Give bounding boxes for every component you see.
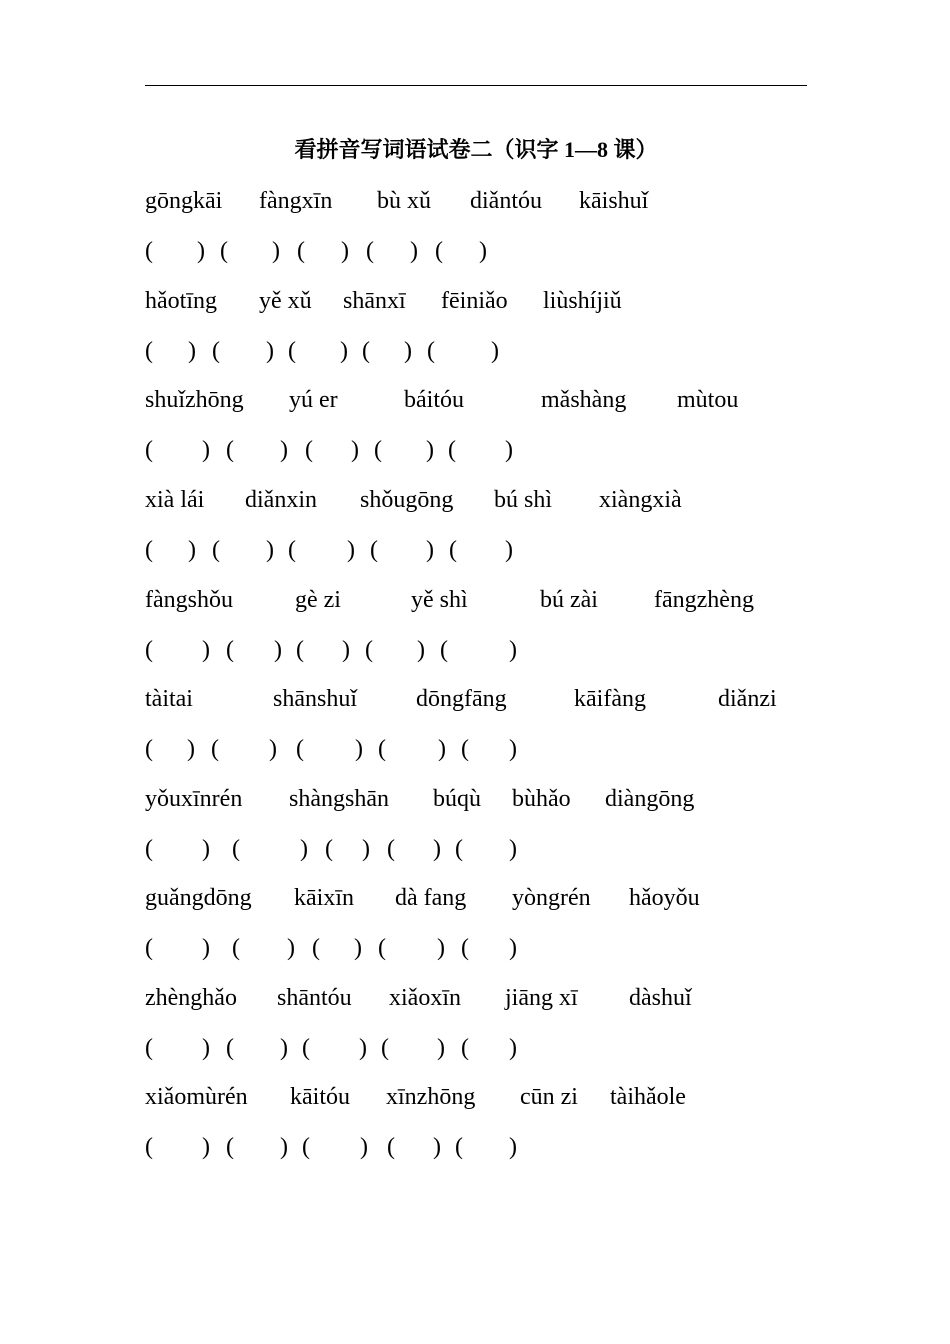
open-paren: ( (374, 437, 382, 463)
open-paren: ( (211, 736, 219, 762)
open-paren: ( (312, 935, 320, 961)
close-paren: ) (202, 437, 210, 463)
close-paren: ) (274, 637, 282, 663)
open-paren: ( (305, 437, 313, 463)
open-paren: ( (145, 1035, 153, 1061)
open-paren: ( (449, 537, 457, 563)
answer-row (145, 632, 565, 668)
open-paren: ( (226, 637, 234, 663)
pinyin-word: shuǐzhōng (145, 387, 244, 413)
answer-row (145, 233, 565, 269)
open-paren: ( (212, 338, 220, 364)
pinyin-word: yě shì (411, 587, 468, 613)
close-paren: ) (202, 1035, 210, 1061)
pinyin-word: kāixīn (294, 885, 354, 911)
open-paren: ( (145, 637, 153, 663)
pinyin-row (145, 283, 815, 319)
close-paren: ) (433, 836, 441, 862)
pinyin-word: bú zài (540, 587, 598, 613)
pinyin-row (145, 482, 815, 518)
close-paren: ) (438, 736, 446, 762)
close-paren: ) (433, 1134, 441, 1160)
pinyin-word: mùtou (677, 387, 739, 413)
open-paren: ( (232, 836, 240, 862)
answer-row (145, 432, 565, 468)
pinyin-word: yòngrén (512, 885, 591, 911)
pinyin-word: báitóu (404, 387, 464, 413)
open-paren: ( (145, 238, 153, 264)
open-paren: ( (226, 1035, 234, 1061)
open-paren: ( (232, 935, 240, 961)
close-paren: ) (509, 935, 517, 961)
pinyin-word: xīnzhōng (386, 1084, 476, 1110)
open-paren: ( (387, 836, 395, 862)
pinyin-word: diǎnzi (718, 686, 777, 712)
pinyin-word: fēiniǎo (441, 288, 508, 314)
open-paren: ( (378, 736, 386, 762)
close-paren: ) (202, 836, 210, 862)
pinyin-word: diǎntóu (470, 188, 542, 214)
pinyin-word: xiǎoxīn (389, 985, 461, 1011)
close-paren: ) (404, 338, 412, 364)
pinyin-word: fàngshǒu (145, 587, 233, 613)
close-paren: ) (188, 537, 196, 563)
close-paren: ) (280, 1035, 288, 1061)
open-paren: ( (145, 537, 153, 563)
close-paren: ) (426, 537, 434, 563)
pinyin-word: shānxī (343, 288, 406, 314)
close-paren: ) (340, 338, 348, 364)
open-paren: ( (448, 437, 456, 463)
pinyin-word: liùshíjiǔ (543, 288, 622, 314)
answer-row (145, 1030, 565, 1066)
pinyin-word: yǒuxīnrén (145, 786, 243, 812)
pinyin-word: guǎngdōng (145, 885, 252, 911)
answer-row (145, 731, 565, 767)
pinyin-word: dàshuǐ (629, 985, 692, 1011)
open-paren: ( (212, 537, 220, 563)
close-paren: ) (341, 238, 349, 264)
open-paren: ( (145, 736, 153, 762)
pinyin-row (145, 980, 815, 1016)
close-paren: ) (505, 437, 513, 463)
pinyin-word: kāitóu (290, 1084, 350, 1110)
open-paren: ( (296, 736, 304, 762)
answer-row (145, 1129, 565, 1165)
pinyin-word: kāifàng (574, 686, 646, 712)
close-paren: ) (410, 238, 418, 264)
open-paren: ( (145, 437, 153, 463)
pinyin-row (145, 781, 815, 817)
pinyin-row (145, 681, 815, 717)
open-paren: ( (455, 1134, 463, 1160)
open-paren: ( (325, 836, 333, 862)
close-paren: ) (197, 238, 205, 264)
close-paren: ) (202, 935, 210, 961)
pinyin-word: bù xǔ (377, 188, 431, 214)
pinyin-word: dà fang (395, 885, 467, 911)
close-paren: ) (479, 238, 487, 264)
pinyin-word: shāntóu (277, 985, 352, 1011)
pinyin-word: shàngshān (289, 786, 389, 812)
close-paren: ) (362, 836, 370, 862)
open-paren: ( (226, 1134, 234, 1160)
open-paren: ( (145, 338, 153, 364)
close-paren: ) (347, 537, 355, 563)
open-paren: ( (387, 1134, 395, 1160)
close-paren: ) (491, 338, 499, 364)
open-paren: ( (288, 338, 296, 364)
pinyin-word: xiàngxià (599, 487, 682, 513)
pinyin-word: xià lái (145, 487, 205, 513)
close-paren: ) (354, 935, 362, 961)
close-paren: ) (266, 537, 274, 563)
pinyin-word: shānshuǐ (273, 686, 357, 712)
close-paren: ) (426, 437, 434, 463)
pinyin-word: gè zi (295, 587, 341, 613)
close-paren: ) (202, 1134, 210, 1160)
open-paren: ( (145, 1134, 153, 1160)
open-paren: ( (288, 537, 296, 563)
open-paren: ( (302, 1035, 310, 1061)
pinyin-word: bùhǎo (512, 786, 571, 812)
close-paren: ) (509, 836, 517, 862)
pinyin-word: hǎotīng (145, 288, 217, 314)
pinyin-row (145, 1079, 815, 1115)
pinyin-word: mǎshàng (541, 387, 627, 413)
answer-row (145, 333, 565, 369)
pinyin-word: yě xǔ (259, 288, 312, 314)
open-paren: ( (297, 238, 305, 264)
pinyin-row (145, 582, 815, 618)
close-paren: ) (509, 1035, 517, 1061)
open-paren: ( (145, 836, 153, 862)
pinyin-word: fāngzhèng (654, 587, 754, 613)
open-paren: ( (366, 238, 374, 264)
pinyin-word: jiāng xī (505, 985, 578, 1011)
close-paren: ) (300, 836, 308, 862)
close-paren: ) (188, 338, 196, 364)
pinyin-word: gōngkāi (145, 188, 223, 214)
open-paren: ( (435, 238, 443, 264)
close-paren: ) (505, 537, 513, 563)
pinyin-word: diǎnxin (245, 487, 317, 513)
pinyin-word: tàihǎole (610, 1084, 686, 1110)
open-paren: ( (226, 437, 234, 463)
pinyin-word: kāishuǐ (579, 188, 649, 214)
pinyin-word: shǒugōng (360, 487, 454, 513)
pinyin-row (145, 382, 815, 418)
close-paren: ) (266, 338, 274, 364)
close-paren: ) (351, 437, 359, 463)
close-paren: ) (437, 935, 445, 961)
close-paren: ) (269, 736, 277, 762)
open-paren: ( (381, 1035, 389, 1061)
open-paren: ( (296, 637, 304, 663)
open-paren: ( (362, 338, 370, 364)
close-paren: ) (509, 637, 517, 663)
close-paren: ) (272, 238, 280, 264)
pinyin-row (145, 880, 815, 916)
close-paren: ) (417, 637, 425, 663)
pinyin-word: tàitai (145, 686, 193, 712)
close-paren: ) (360, 1134, 368, 1160)
top-rule (145, 85, 807, 86)
close-paren: ) (509, 1134, 517, 1160)
open-paren: ( (461, 1035, 469, 1061)
open-paren: ( (461, 935, 469, 961)
answer-row (145, 831, 565, 867)
close-paren: ) (187, 736, 195, 762)
close-paren: ) (437, 1035, 445, 1061)
answer-row (145, 930, 565, 966)
close-paren: ) (509, 736, 517, 762)
pinyin-word: dōngfāng (416, 686, 507, 712)
open-paren: ( (440, 637, 448, 663)
pinyin-word: cūn zi (520, 1084, 578, 1110)
open-paren: ( (370, 537, 378, 563)
pinyin-word: yú er (289, 387, 338, 413)
close-paren: ) (202, 637, 210, 663)
pinyin-row (145, 183, 815, 219)
open-paren: ( (220, 238, 228, 264)
close-paren: ) (355, 736, 363, 762)
pinyin-word: fàngxīn (259, 188, 333, 214)
page-title: 看拼音写词语试卷二（识字 1—8 课） (294, 137, 658, 162)
answer-row (145, 532, 565, 568)
pinyin-word: xiǎomùrén (145, 1084, 248, 1110)
open-paren: ( (365, 637, 373, 663)
close-paren: ) (342, 637, 350, 663)
pinyin-word: bú shì (494, 487, 553, 513)
open-paren: ( (455, 836, 463, 862)
pinyin-word: diàngōng (605, 786, 695, 812)
pinyin-word: búqù (433, 786, 481, 812)
open-paren: ( (302, 1134, 310, 1160)
pinyin-word: hǎoyǒu (629, 885, 700, 911)
open-paren: ( (427, 338, 435, 364)
close-paren: ) (287, 935, 295, 961)
close-paren: ) (359, 1035, 367, 1061)
close-paren: ) (280, 437, 288, 463)
pinyin-word: zhènghǎo (145, 985, 237, 1011)
open-paren: ( (378, 935, 386, 961)
open-paren: ( (145, 935, 153, 961)
open-paren: ( (461, 736, 469, 762)
close-paren: ) (280, 1134, 288, 1160)
